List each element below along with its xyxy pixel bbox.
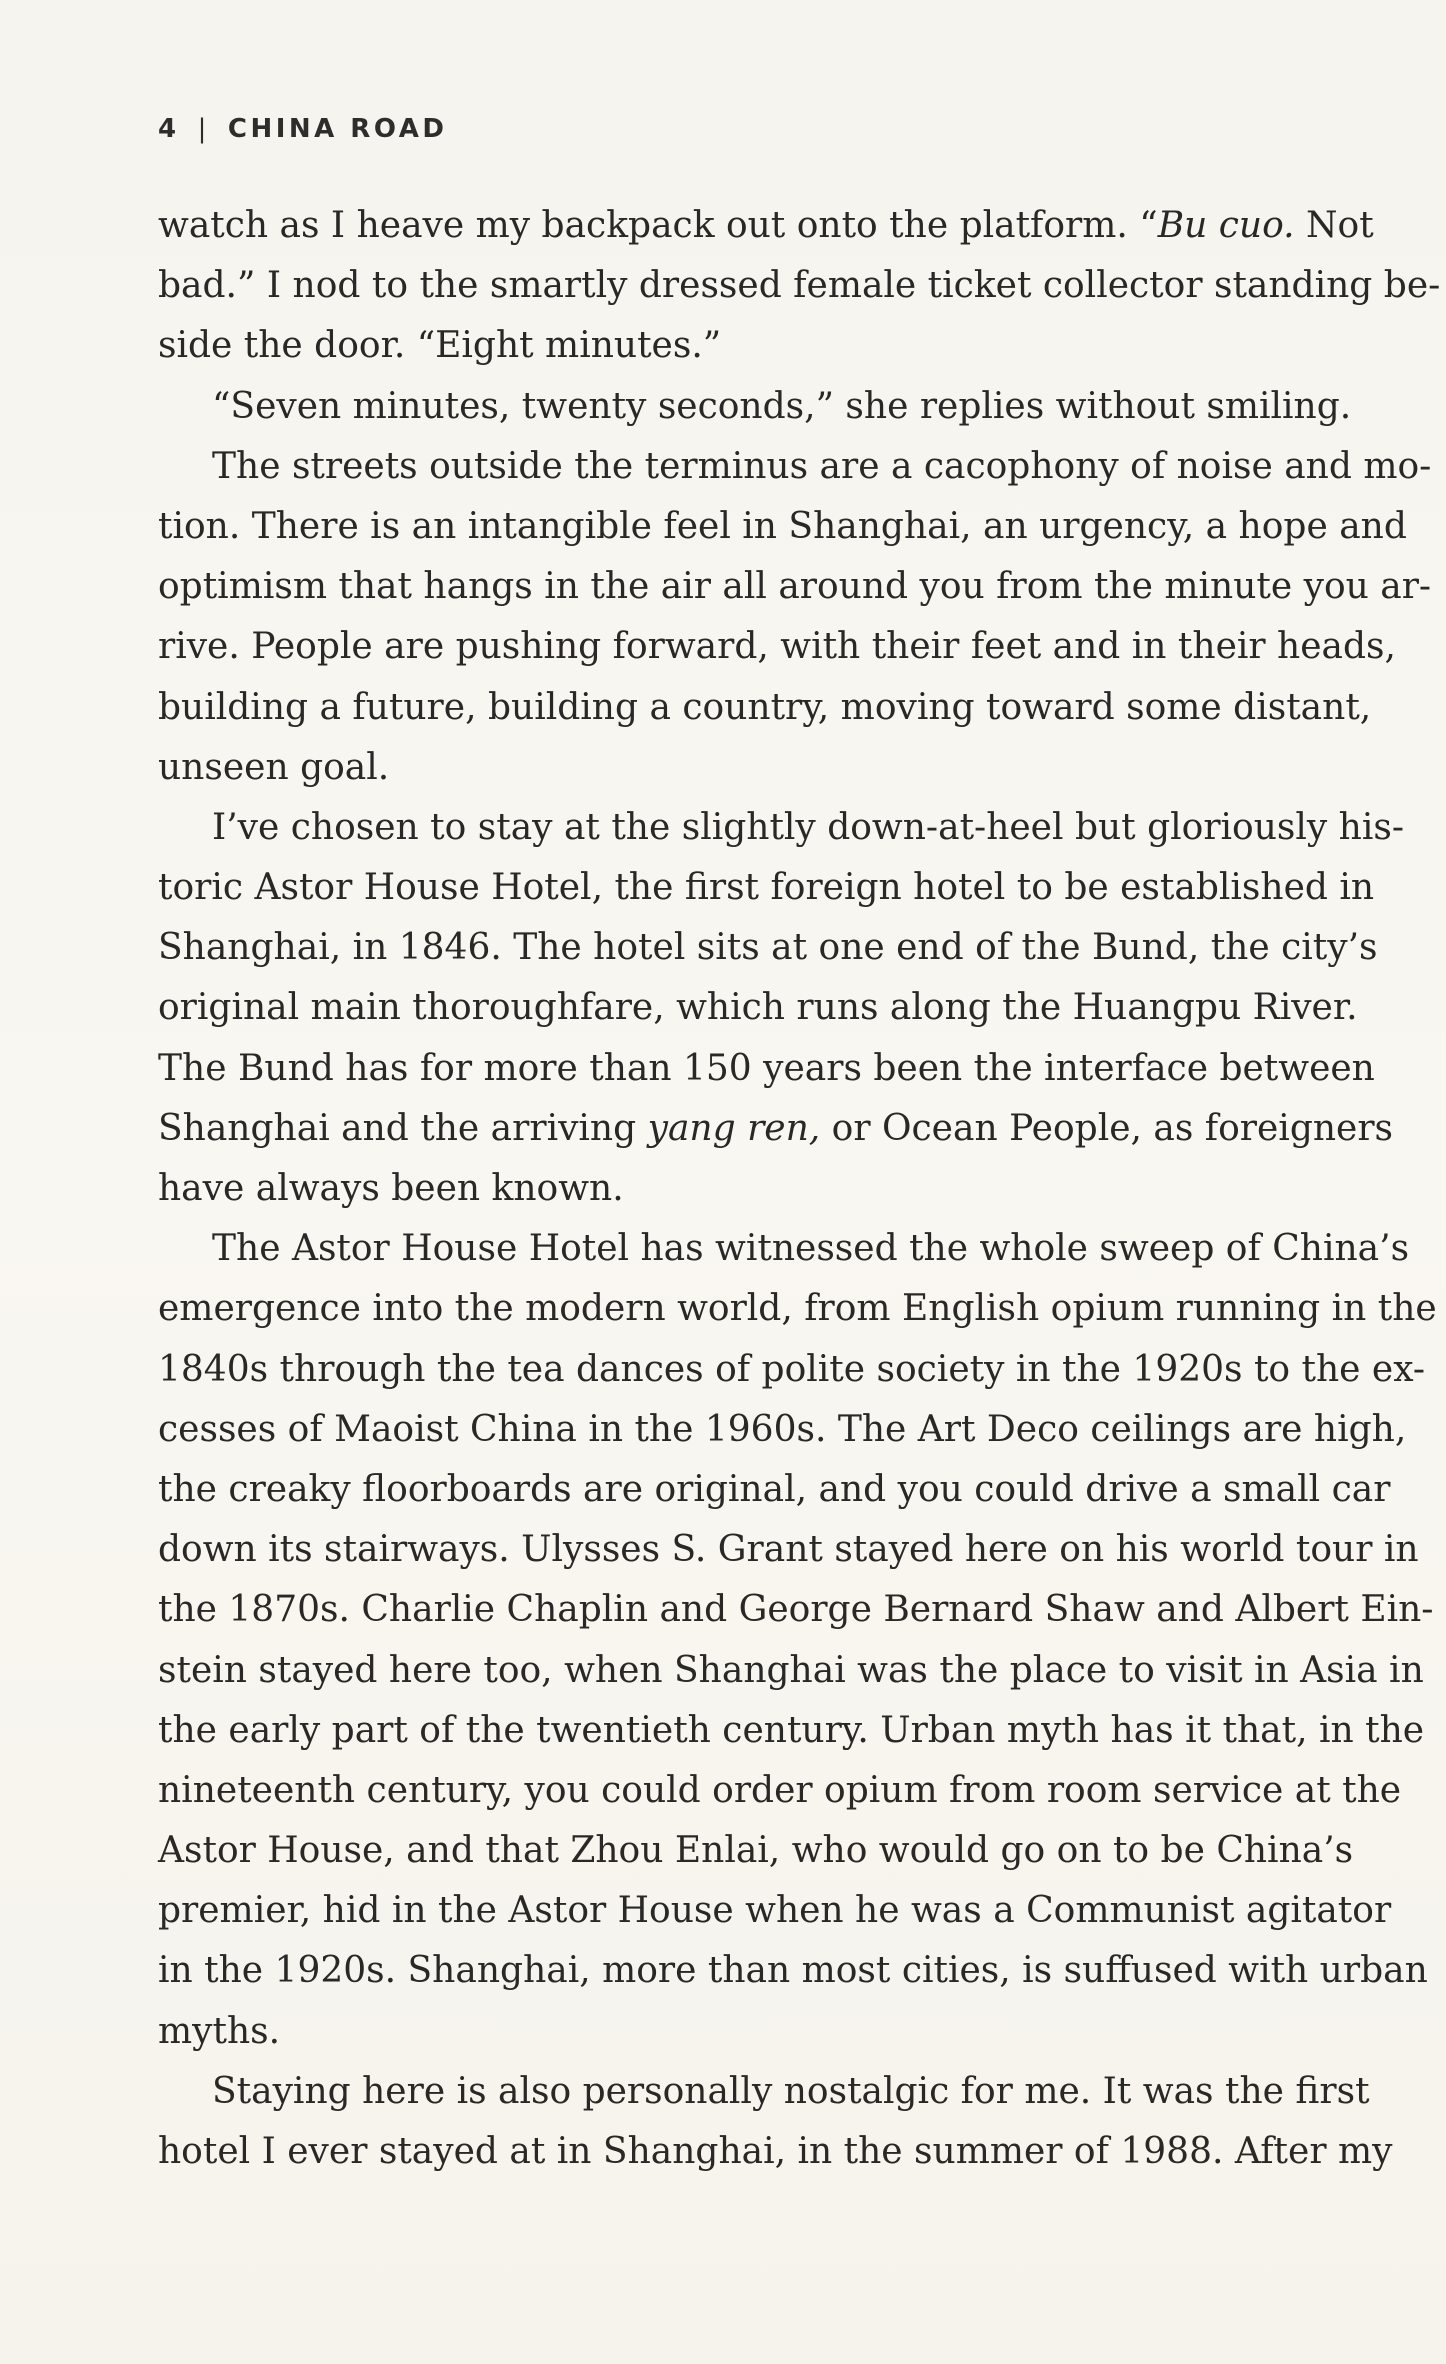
text-segment: Not — [1294, 205, 1374, 246]
text-line — [158, 1580, 1434, 1640]
text-line — [158, 377, 1352, 437]
text-segment: myths. — [158, 2010, 281, 2052]
body-text — [158, 196, 1441, 2182]
text-line — [158, 2002, 1330, 2062]
text-line — [158, 256, 1441, 316]
text-line — [158, 1520, 1419, 1580]
text-segment: unseen goal. — [158, 746, 390, 788]
text-segment: “Seven minutes, twenty seconds,” she replies without smiling. — [212, 385, 1352, 427]
text-segment: The streets outside the terminus are a cacophony of noise and mo- — [212, 445, 1432, 487]
text-line — [158, 1099, 1394, 1159]
text-segment: the early part of the twentieth century. Urban myth has it that, in the — [158, 1709, 1425, 1751]
text-segment: emergence into the modern world, from English opium running in the — [158, 1288, 1437, 1330]
text-line — [158, 196, 1374, 256]
text-segment: 1840s through the tea dances of polite society in the 1920s to the ex- — [158, 1348, 1426, 1390]
text-line — [158, 557, 1432, 617]
text-line — [158, 918, 1378, 978]
text-line — [158, 1641, 1424, 1701]
text-line — [158, 1941, 1428, 2001]
text-segment: The Bund has for more than 150 years been the interface between — [158, 1047, 1375, 1089]
text-line — [158, 798, 1405, 858]
italic-text: Bu cuo. — [1157, 205, 1295, 246]
text-segment: the 1870s. Charlie Chaplin and George Bernard Shaw and Albert Ein- — [158, 1589, 1434, 1631]
page-number: 4 — [158, 114, 180, 144]
text-line — [158, 316, 1330, 376]
text-line — [158, 617, 1396, 677]
text-line — [158, 858, 1375, 918]
text-segment: the creaky floorboards are original, and you could drive a small car — [158, 1468, 1391, 1510]
text-segment: nineteenth century, you could order opium from room service at the — [158, 1769, 1402, 1811]
text-segment: bad.” I nod to the smartly dressed female ticket collector standing be- — [158, 265, 1441, 307]
text-line — [158, 1279, 1437, 1339]
text-line — [158, 678, 1372, 738]
text-segment: original main thoroughfare, which runs along the Huangpu River. — [158, 987, 1358, 1029]
text-line — [158, 497, 1407, 557]
text-segment: stein stayed here too, when Shanghai was the place to visit in Asia in — [158, 1649, 1424, 1691]
text-segment: Astor House, and that Zhou Enlai, who would go on to be China’s — [158, 1830, 1354, 1872]
text-segment: premier, hid in the Astor House when he was a Communist agitator — [158, 1890, 1392, 1932]
text-line — [158, 2122, 1393, 2182]
text-line — [158, 1821, 1354, 1881]
text-line — [158, 2062, 1370, 2122]
text-line — [158, 1219, 1410, 1279]
text-line — [158, 1039, 1375, 1099]
text-segment: hotel I ever stayed at in Shanghai, in the summer of 1988. After my — [158, 2131, 1393, 2172]
text-segment: Shanghai and the arriving — [158, 1107, 648, 1149]
text-segment: cesses of Maoist China in the 1960s. The Art Deco ceilings are high, — [158, 1408, 1407, 1450]
italic-text: yang ren, — [647, 1107, 821, 1149]
text-segment: toric Astor House Hotel, the first foreign hotel to be established in — [158, 867, 1375, 909]
text-segment: The Astor House Hotel has witnessed the whole sweep of China’s — [212, 1228, 1410, 1270]
text-line — [158, 1761, 1402, 1821]
text-segment: have always been known. — [158, 1168, 624, 1209]
text-segment: or Ocean People, as foreigners — [820, 1107, 1394, 1149]
text-segment: I’ve chosen to stay at the slightly down-at-heel but gloriously his- — [212, 806, 1405, 848]
text-segment: in the 1920s. Shanghai, more than most cities, is suffused with urban — [158, 1950, 1428, 1992]
text-line — [158, 437, 1432, 497]
text-line — [158, 1340, 1426, 1400]
text-line — [158, 1460, 1391, 1520]
text-segment: tion. There is an intangible feel in Shanghai, an urgency, a hope and — [158, 505, 1407, 547]
running-head-separator: | — [197, 114, 210, 144]
text-segment: Shanghai, in 1846. The hotel sits at one end of the Bund, the city’s — [158, 927, 1378, 969]
text-line — [158, 1159, 1330, 1219]
text-line — [158, 738, 1330, 798]
text-line — [158, 1701, 1425, 1761]
text-line — [158, 978, 1358, 1038]
text-segment: watch as I heave my backpack out onto the platform. “ — [158, 205, 1158, 246]
running-head — [158, 114, 447, 144]
text-segment: Staying here is also personally nostalgic for me. It was the first — [212, 2070, 1370, 2112]
text-segment: side the door. “Eight minutes.” — [158, 325, 722, 367]
book-title: CHINA ROAD — [227, 114, 448, 144]
text-segment: building a future, building a country, moving toward some distant, — [158, 686, 1372, 728]
text-segment: down its stairways. Ulysses S. Grant stayed here on his world tour in — [158, 1529, 1419, 1571]
text-segment: rive. People are pushing forward, with their feet and in their heads, — [158, 626, 1396, 668]
text-segment: optimism that hangs in the air all around you from the minute you ar- — [158, 566, 1432, 608]
text-line — [158, 1400, 1407, 1460]
text-line — [158, 1881, 1392, 1941]
